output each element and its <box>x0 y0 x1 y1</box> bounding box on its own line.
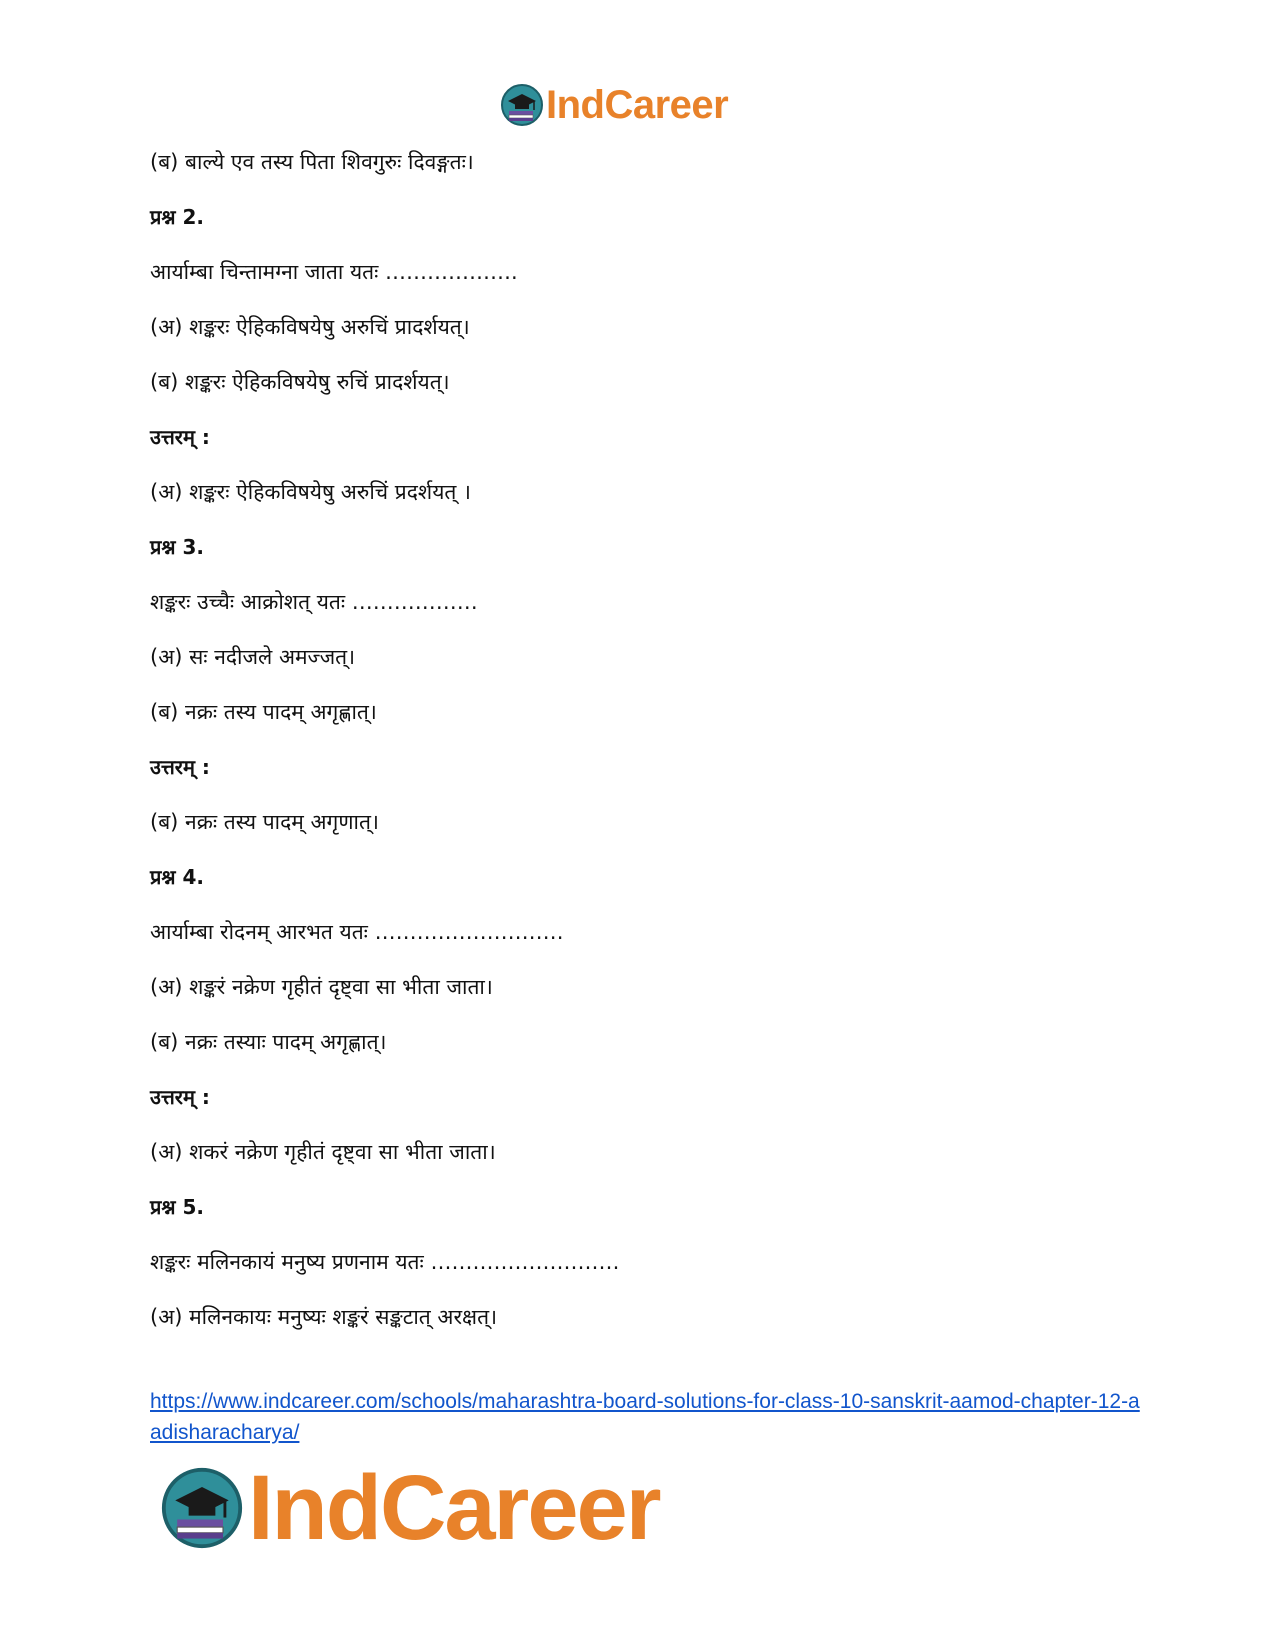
graduation-book-icon <box>160 1466 244 1550</box>
section-heading: उत्तरम् : <box>150 425 210 449</box>
text-line: आर्याम्बा रोदनम् आरभत यतः ……………………… <box>150 920 564 944</box>
document-body <box>150 145 1150 1355</box>
text-line: (ब) नक्रः तस्याः पादम् अगृह्णात्। <box>150 1030 387 1054</box>
header-logo <box>500 80 728 130</box>
graduation-book-icon <box>500 83 544 127</box>
section-heading: उत्तरम् : <box>150 755 210 779</box>
text-line: आर्याम्बा चिन्तामग्ना जाता यतः ………………. <box>150 260 518 284</box>
section-heading: प्रश्न 4. <box>150 865 204 889</box>
section-heading: प्रश्न 5. <box>150 1195 204 1219</box>
text-line: (अ) शङ्करः ऐहिकविषयेषु अरुचिं प्रादर्शयत्। <box>150 315 470 339</box>
footer-logo <box>160 1456 660 1559</box>
source-link[interactable]: https://www.indcareer.com/schools/maharashtra-board-solutions-for-class-10-sanskrit-aamod-chapter-12-aadisharacharya/ <box>150 1390 1140 1444</box>
section-heading: प्रश्न 3. <box>150 535 204 559</box>
text-line: (अ) शकरं नक्रेण गृहीतं दृष्ट्वा सा भीता जाता। <box>150 1140 496 1164</box>
text-line: (ब) नक्रः तस्य पादम् अगृह्णात्। <box>150 700 377 724</box>
source-link-block <box>150 1386 1150 1448</box>
text-line: (अ) सः नदीजले अमज्जत्। <box>150 645 356 669</box>
logo-wordmark: IndCareer <box>248 1456 660 1559</box>
section-heading: उत्तरम् : <box>150 1085 210 1109</box>
text-line: शङ्करः मलिनकायं मनुष्य प्रणनाम यतः ……………………… <box>150 1250 620 1274</box>
text-line: (अ) शङ्करं नक्रेण गृहीतं दृष्ट्वा सा भीता जाता। <box>150 975 493 999</box>
text-line: (अ) शङ्करः ऐहिकविषयेषु अरुचिं प्रदर्शयत् । <box>150 480 471 504</box>
text-line: (ब) शङ्करः ऐहिकविषयेषु रुचिं प्रादर्शयत्। <box>150 370 450 394</box>
text-line: शङ्करः उच्चैः आक्रोशत् यतः ……………… <box>150 590 478 614</box>
section-heading: प्रश्न 2. <box>150 205 204 229</box>
text-line: (अ) मलिनकायः मनुष्यः शङ्करं सङ्कटात् अरक्षत्। <box>150 1305 498 1329</box>
text-line: (ब) नक्रः तस्य पादम् अगृणात्। <box>150 810 379 834</box>
text-line: (ब) बाल्ये एव तस्य पिता शिवगुरुः दिवङ्गतः। <box>150 150 474 174</box>
logo-wordmark: IndCareer <box>546 83 729 127</box>
